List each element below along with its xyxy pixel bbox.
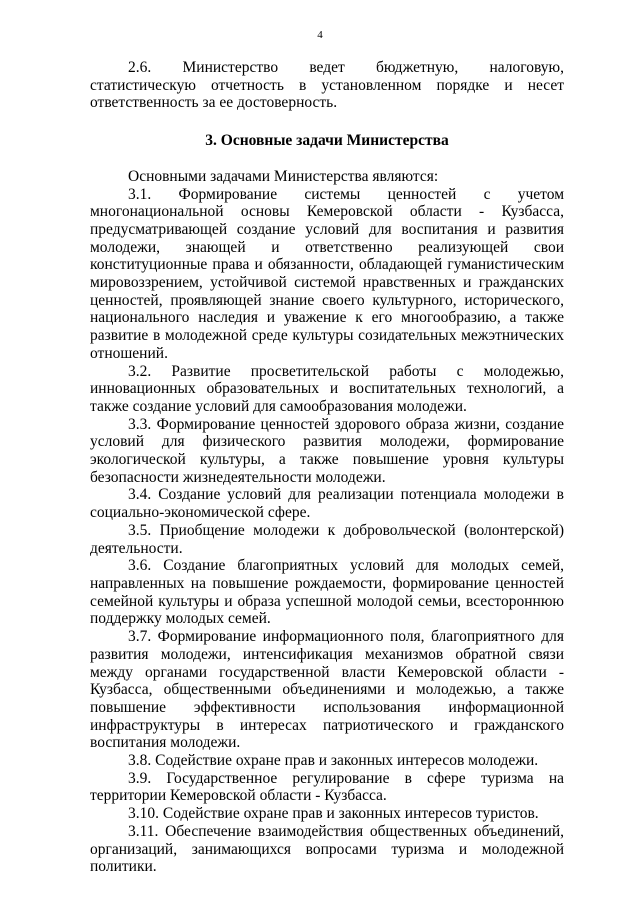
task-3-7: 3.7. Формирование информационного поля, благоприятного для развития молодежи, интенсификация механизмов обратной связи между органами государственной власти Кемеровской области - Кузбасса, общественными объединениями и молодежью, а также повышение эффективности использования информационной инфраструктуры в интересах патриотического и гражданского воспитания молодежи. — [90, 628, 564, 752]
task-3-11: 3.11. Обеспечение взаимодействия общественных объединений, организаций, занимающихся вопросами туризма и молодежной политики. — [90, 822, 564, 876]
section-intro: Основными задачами Министерства являются: — [128, 167, 439, 185]
task-3-9: 3.9. Государственное регулирование в сфере туризма на территории Кемеровской области - Кузбасса. — [90, 769, 564, 805]
task-3-2: 3.2. Развитие просветительской работы с молодежью, инновационных образовательных и воспитательных технологий, а также создание условий для самообразования молодежи. — [90, 362, 564, 415]
task-3-5: 3.5. Приобщение молодежи к добровольческой (волонтерской) деятельности. — [90, 521, 564, 557]
task-3-8: 3.8. Содействие охране прав и законных интересов молодежи. — [128, 752, 539, 770]
task-3-3: 3.3. Формирование ценностей здорового образа жизни, создание условий для физического развития молодежи, формирование экологической культуры, а также повышение уровня культуры безопасности жизнедеятельности молодежи. — [90, 415, 564, 486]
page-number: 4 — [317, 29, 323, 41]
task-3-1: 3.1. Формирование системы ценностей с учетом многонациональной основы Кемеровской области - Кузбасса, предусматривающей создание условий для воспитания и развития молодежи, знающей и ответственно реализующей свои конституционные права и обязанности, обладающей гуманистическим мировоззрением, устойчивой системой нравственных и гражданских ценностей, проявляющей знание своего культурного, исторического, национального наследия и уважение к его многообразию, а также развитие в молодежной среде культуры созидательных межэтнических отношений. — [90, 185, 564, 362]
document-body — [90, 59, 564, 876]
task-3-4: 3.4. Создание условий для реализации потенциала молодежи в социально-экономической сфере. — [90, 486, 564, 522]
task-3-6: 3.6. Создание благоприятных условий для молодых семей, направленных на повышение рождаемости, формирование ценностей семейной культуры и образа успешной молодой семьи, всестороннюю поддержку молодых семей. — [90, 557, 564, 628]
paragraph-2-6: 2.6. Министерство ведет бюджетную, налоговую, статистическую отчетность в установленном порядке и несет ответственность за ее достоверность. — [90, 59, 564, 112]
task-3-10: 3.10. Содействие охране прав и законных интересов туристов. — [128, 805, 539, 823]
section-heading: 3. Основные задачи Министерства — [205, 132, 449, 150]
